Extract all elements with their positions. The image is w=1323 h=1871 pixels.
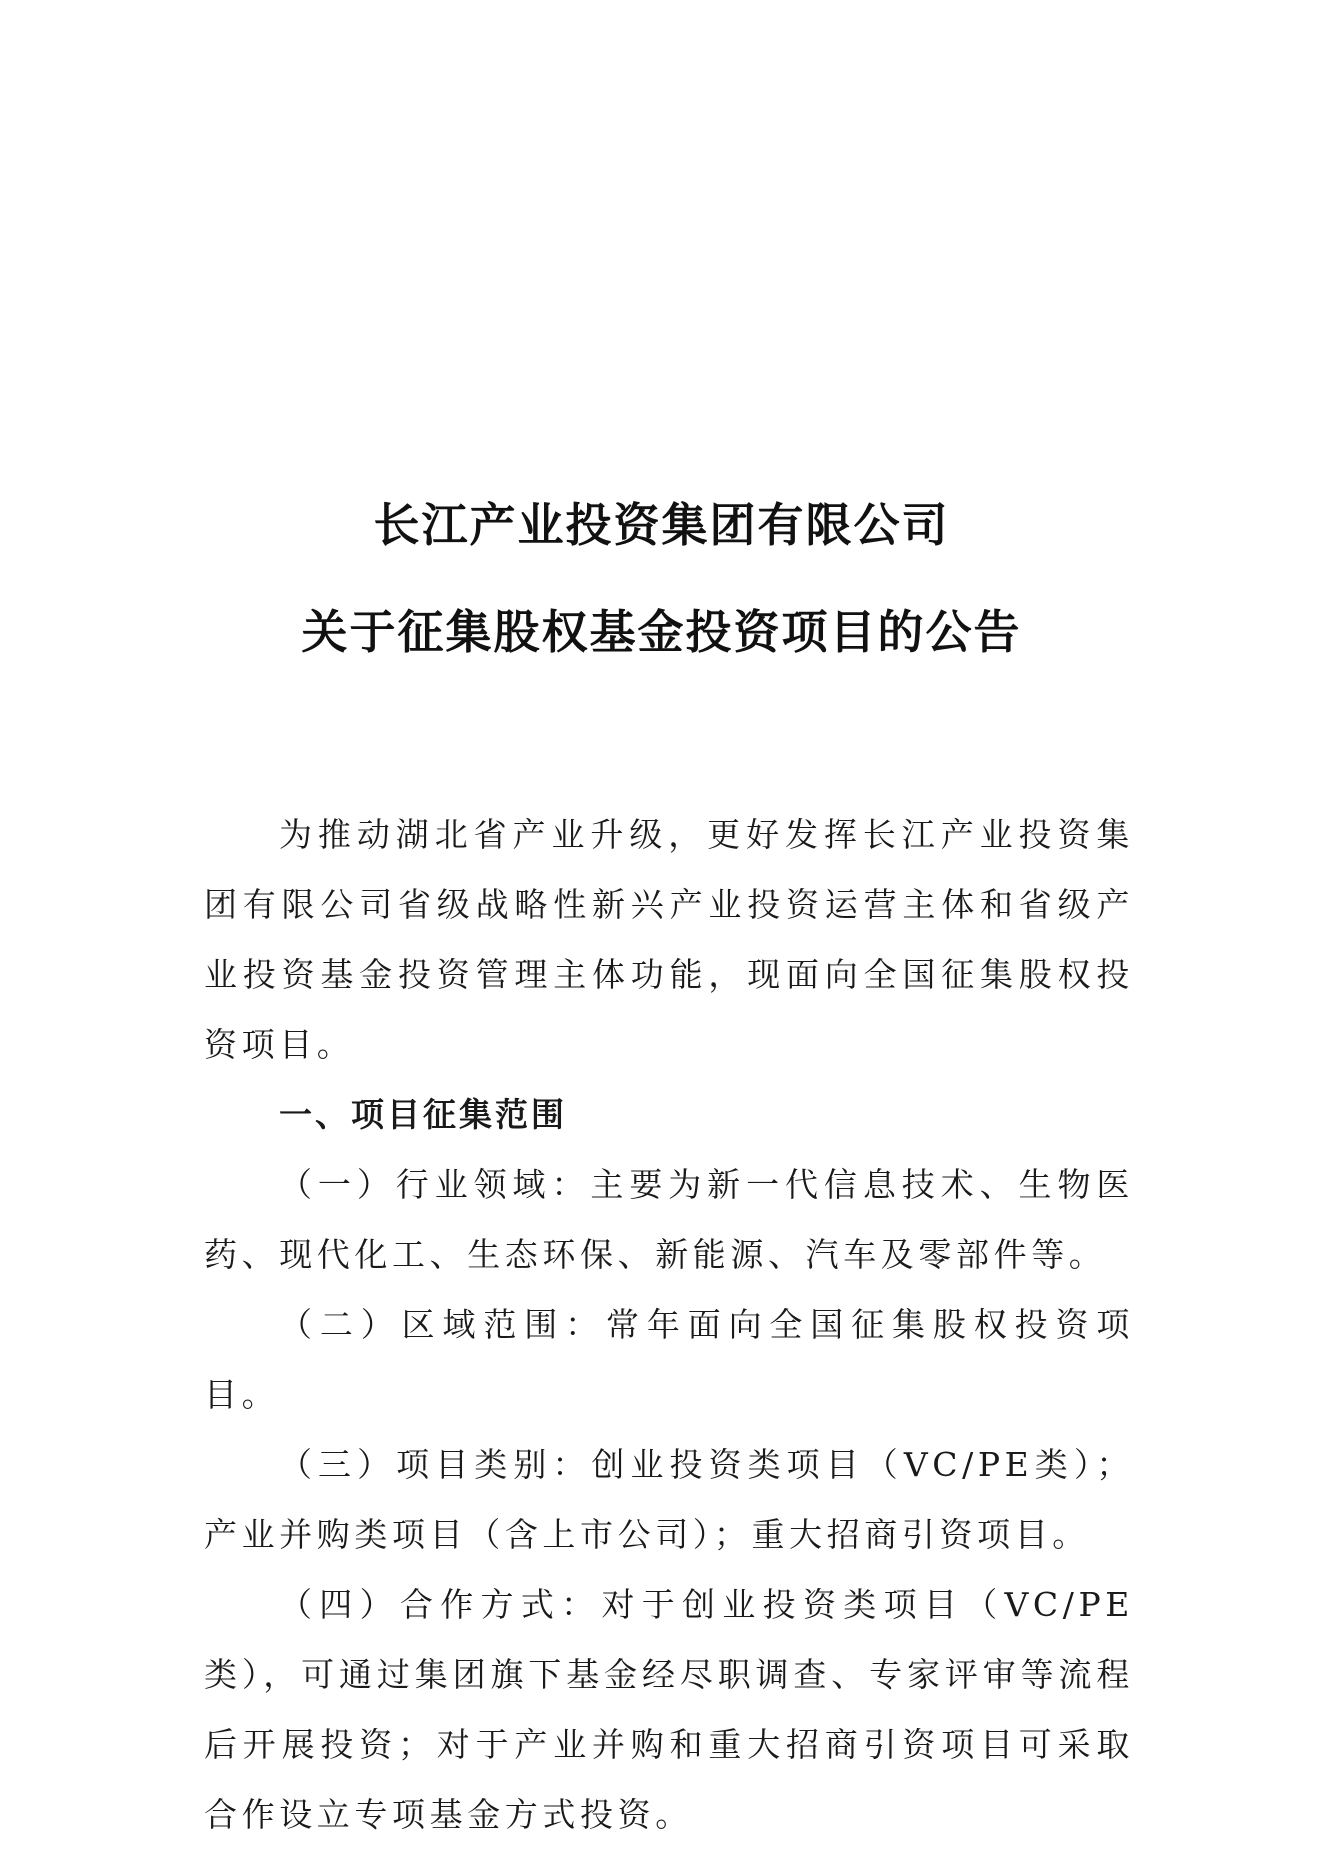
document-title-line-1: 长江产业投资集团有限公司	[373, 498, 950, 552]
document-body	[204, 800, 1134, 1850]
section-item-region: （二）区域范围：常年面向全国征集股权投资项目。	[204, 1305, 1134, 1414]
section-item-industry: （一）行业领域：主要为新一代信息技术、生物医药、现代化工、生态环保、新能源、汽车及零部件等。	[204, 1165, 1134, 1274]
section-heading: 一、项目征集范围	[279, 1095, 567, 1134]
intro-paragraph: 为推动湖北省产业升级，更好发挥长江产业投资集团有限公司省级战略性新兴产业投资运营主体和省级产业投资基金投资管理主体功能，现面向全国征集股权投资项目。	[204, 815, 1134, 1064]
document-title-line-2: 关于征集股权基金投资项目的公告	[301, 605, 1022, 659]
section-item-cooperation: （四）合作方式：对于创业投资类项目（VC/PE类），可通过集团旗下基金经尽职调查、专家评审等流程后开展投资；对于产业并购和重大招商引资项目可采取合作设立专项基金方式投资。	[204, 1585, 1134, 1834]
section-item-category: （三）项目类别：创业投资类项目（VC/PE类）；产业并购类项目（含上市公司）；重大招商引资项目。	[204, 1445, 1134, 1554]
